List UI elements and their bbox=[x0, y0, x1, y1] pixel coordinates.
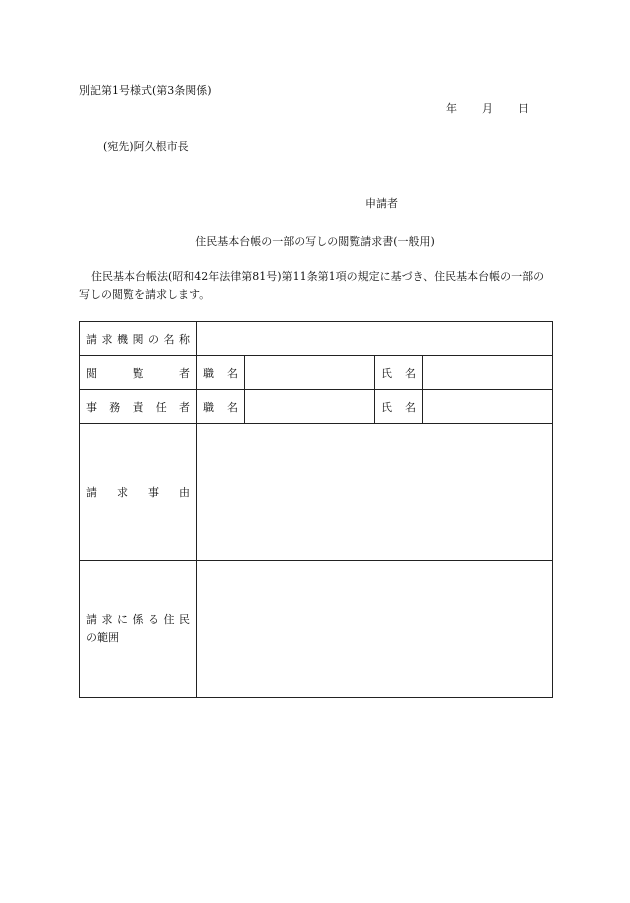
responsible-position-field[interactable] bbox=[245, 390, 375, 424]
viewer-position-label: 職名 bbox=[197, 356, 245, 390]
applicant-label: 申請者 bbox=[365, 197, 398, 210]
row-reason bbox=[80, 424, 553, 561]
viewer-label: 閲覧者 bbox=[80, 356, 197, 390]
viewer-position-field[interactable] bbox=[245, 356, 375, 390]
scope-label-line1: 請求に係る住民 bbox=[86, 613, 190, 626]
responsible-position-label: 職名 bbox=[197, 390, 245, 424]
scope-field[interactable] bbox=[197, 561, 553, 698]
date-month: 月 bbox=[482, 102, 493, 115]
requesting-org-field[interactable] bbox=[197, 322, 553, 356]
addressee: (宛先)阿久根市長 bbox=[103, 140, 189, 153]
date-line bbox=[446, 100, 529, 116]
responsible-name-field[interactable] bbox=[423, 390, 553, 424]
scope-label-line2: の範囲 bbox=[86, 631, 119, 644]
reason-label: 請求事由 bbox=[80, 424, 197, 561]
requesting-org-label: 請求機関の名称 bbox=[80, 322, 197, 356]
row-viewer bbox=[80, 356, 553, 390]
intro-text: 住民基本台帳法(昭和42年法律第81号)第11条第1項の規定に基づき、住民基本台帳の一部の写しの閲覧を請求します。 bbox=[79, 270, 545, 301]
viewer-name-label: 氏名 bbox=[375, 356, 423, 390]
scope-label bbox=[80, 561, 197, 698]
row-scope bbox=[80, 561, 553, 698]
row-responsible bbox=[80, 390, 553, 424]
date-year: 年 bbox=[446, 102, 457, 115]
reason-field[interactable] bbox=[197, 424, 553, 561]
responsible-label: 事務責任者 bbox=[80, 390, 197, 424]
request-form-table bbox=[79, 321, 553, 698]
document-title: 住民基本台帳の一部の写しの閲覧請求書(一般用) bbox=[195, 235, 435, 248]
date-day: 日 bbox=[518, 102, 529, 115]
viewer-name-field[interactable] bbox=[423, 356, 553, 390]
responsible-name-label: 氏名 bbox=[375, 390, 423, 424]
row-requesting-org bbox=[80, 322, 553, 356]
form-reference: 別記第1号様式(第3条関係) bbox=[79, 84, 212, 97]
